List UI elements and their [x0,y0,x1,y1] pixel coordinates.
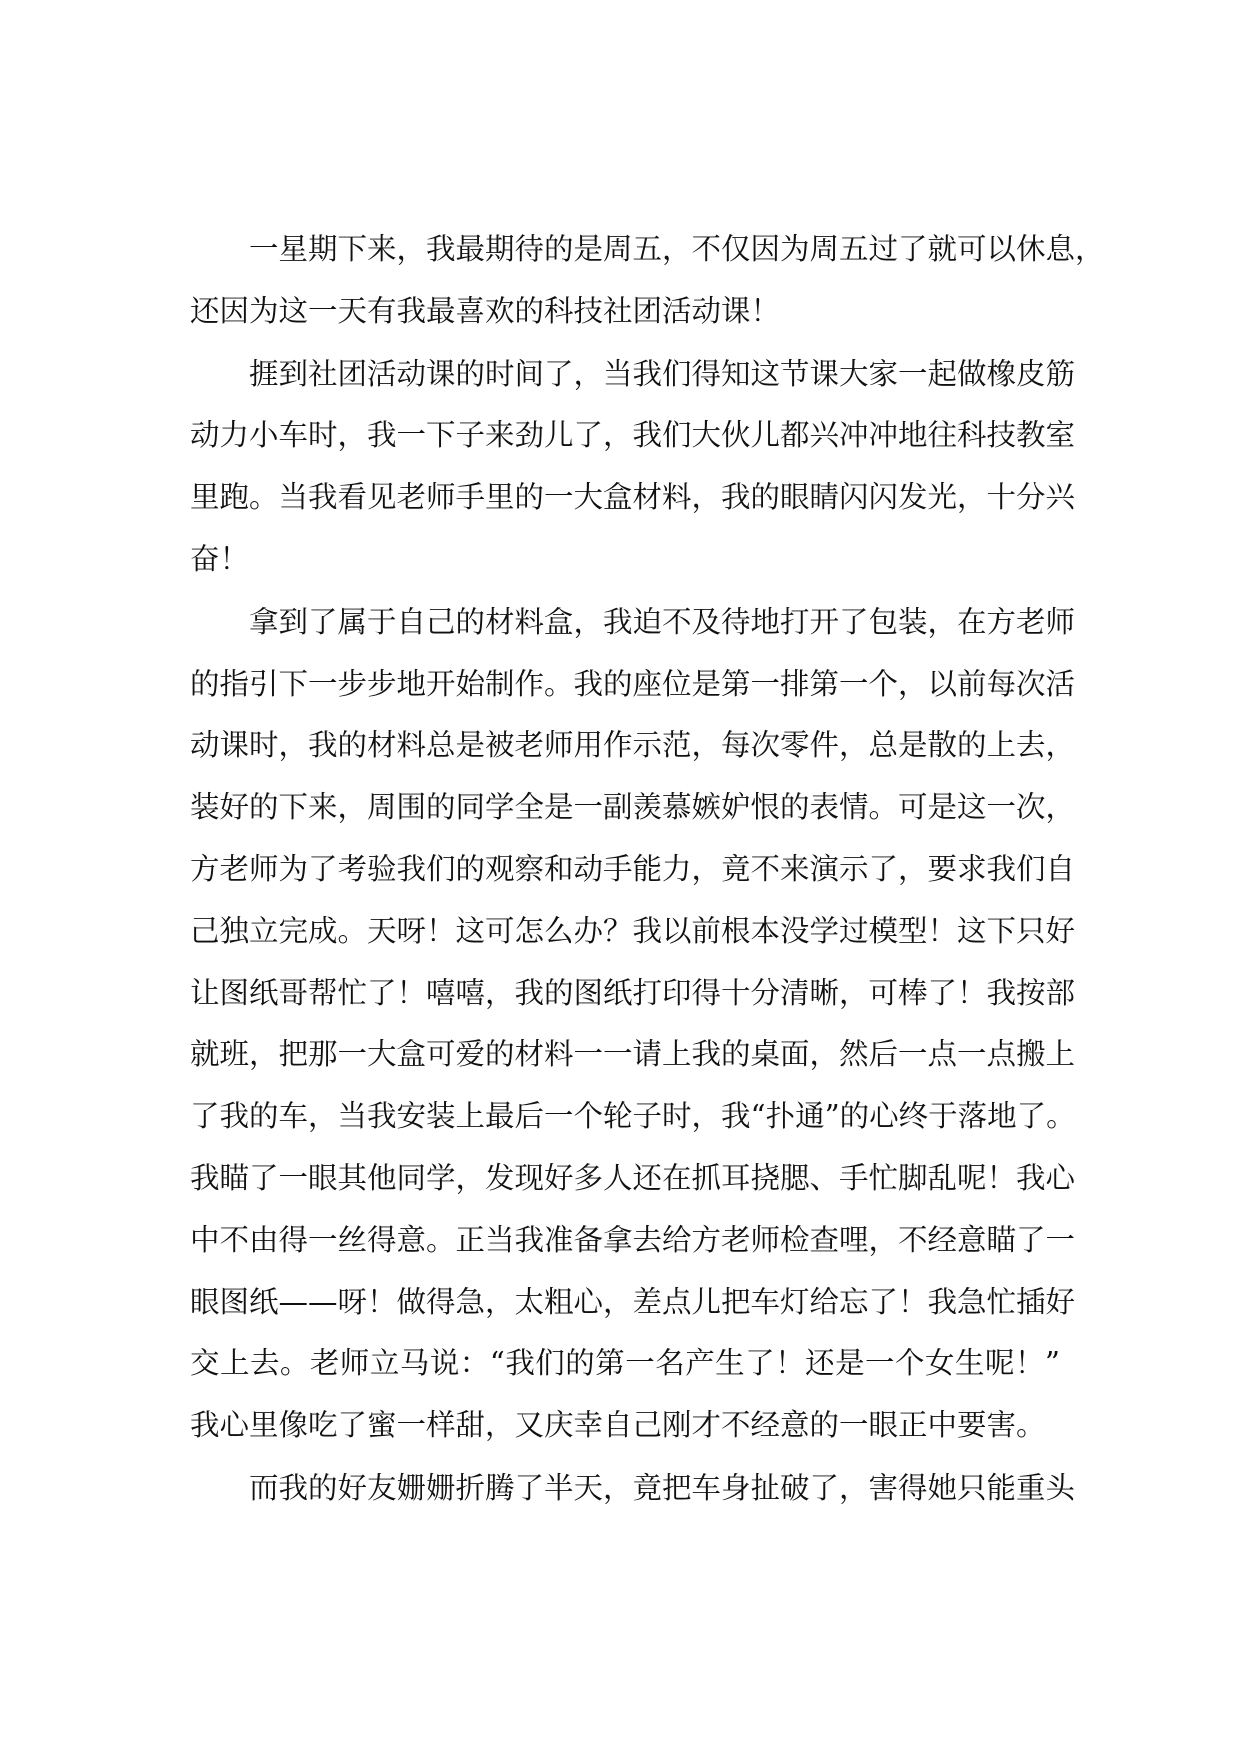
text-line: 的指引下一步步地开始制作。我的座位是第一排第一个，以前每次活 [190,666,1076,701]
text-line: 中不由得一丝得意。正当我准备拿去给方老师检查哩，不经意瞄了一 [190,1222,1076,1257]
text-line: 就班，把那一大盒可爱的材料一一请上我的桌面，然后一点一点搬上 [190,1037,1076,1072]
text-line: 动课时，我的材料总是被老师用作示范，每次零件，总是散的上去， [190,728,1076,763]
text-line: 己独立完成。天呀！这可怎么办？我以前根本没学过模型！这下只好 [190,913,1076,948]
document-body [190,224,1105,1526]
text-line: 一星期下来，我最期待的是周五，不仅因为周五过了就可以休息， [249,232,1105,266]
text-line: 动力小车时，我一下子来劲儿了，我们大伙儿都兴冲冲地往科技教室 [190,418,1076,453]
paragraph-3 [190,597,1076,1462]
text-line: 而我的好友姗姗折腾了半天，竟把车身扯破了，害得她只能重头 [249,1470,1076,1505]
text-line: 装好的下来，周围的同学全是一副羡慕嫉妒恨的表情。可是这一次， [190,790,1076,825]
text-line: 让图纸哥帮忙了！嘻嘻，我的图纸打印得十分清晰，可棒了！我按部 [190,975,1076,1010]
text-line: 奋！ [190,541,250,576]
paragraph-4 [190,1463,1076,1525]
text-line: 了我的车，当我安装上最后一个轮子时，我“扑通”的心终于落地了。 [190,1099,1076,1134]
text-line: 眼图纸——呀！做得急，太粗心，差点儿把车灯给忘了！我急忙插好 [190,1284,1076,1319]
text-line: 捱到社团活动课的时间了，当我们得知这节课大家一起做橡皮筋 [249,356,1076,391]
text-line: 还因为这一天有我最喜欢的科技社团活动课！ [190,293,781,328]
text-line: 交上去。老师立马说：“我们的第一名产生了！还是一个女生呢！” [190,1346,1060,1381]
text-line: 方老师为了考验我们的观察和动手能力，竟不来演示了，要求我们自 [190,851,1076,886]
text-line: 里跑。当我看见老师手里的一大盒材料，我的眼睛闪闪发光，十分兴 [190,480,1076,515]
text-line: 我心里像吃了蜜一样甜，又庆幸自己刚才不经意的一眼正中要害。 [190,1408,1046,1443]
paragraph-1 [190,224,1105,348]
paragraph-2 [190,349,1076,596]
text-line: 我瞄了一眼其他同学，发现好多人还在抓耳挠腮、手忙脚乱呢！我心 [190,1160,1076,1195]
text-line: 拿到了属于自己的材料盒，我迫不及待地打开了包装，在方老师 [249,604,1076,639]
